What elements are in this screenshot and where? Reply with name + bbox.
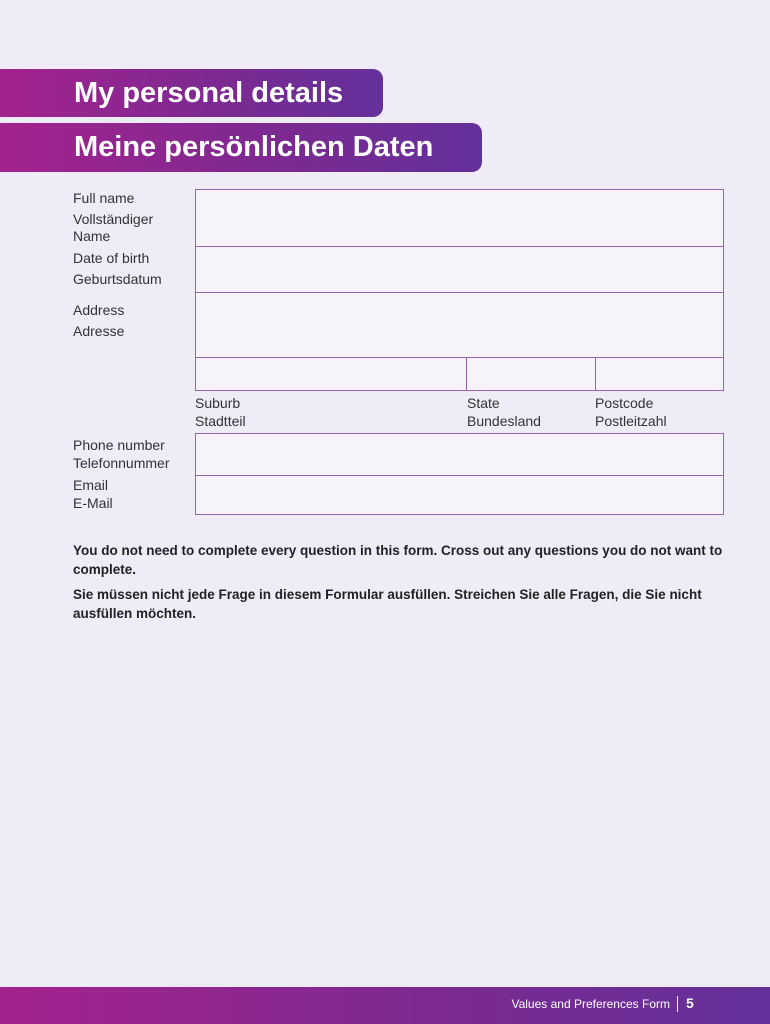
full-name-label-en: Full name xyxy=(73,190,135,206)
address-label-de: Adresse xyxy=(73,323,125,339)
page-title-english: My personal details xyxy=(74,76,344,109)
full-name-label-de-line2: Name xyxy=(73,228,111,244)
footer-separator xyxy=(677,996,678,1012)
postcode-field[interactable] xyxy=(596,358,723,390)
state-label-en: State xyxy=(467,395,500,411)
postcode-label-de: Postleitzahl xyxy=(595,413,667,429)
page-footer xyxy=(0,987,770,1024)
state-field[interactable] xyxy=(467,358,595,390)
phone-label-en: Phone number xyxy=(73,437,165,453)
date-of-birth-field[interactable] xyxy=(196,247,723,292)
suburb-label-en: Suburb xyxy=(195,395,241,411)
address-field[interactable] xyxy=(196,293,723,357)
notice-english: You do not need to complete every question in this form. Cross out any questions you do not want to complete. xyxy=(73,543,723,577)
email-label-de: E-Mail xyxy=(73,495,113,511)
page-title-german: Meine persönlichen Daten xyxy=(74,131,434,163)
page-number: 5 xyxy=(686,995,694,1011)
footer-form-name: Values and Preferences Form xyxy=(511,997,670,1011)
phone-label-de: Telefonnummer xyxy=(73,455,170,471)
address-label-en: Address xyxy=(73,302,125,318)
title-banner-german xyxy=(0,123,482,172)
email-field[interactable] xyxy=(196,476,723,514)
full-name-field[interactable] xyxy=(196,190,723,246)
postcode-label-en: Postcode xyxy=(595,395,654,411)
full-name-label-de-line1: Vollständiger xyxy=(73,211,154,227)
title-banner-english xyxy=(0,69,383,117)
notice-german: Sie müssen nicht jede Frage in diesem Formular ausfüllen. Streichen Sie alle Fragen, die Sie nicht ausfüllen möchten. xyxy=(73,587,702,621)
dob-label-en: Date of birth xyxy=(73,250,150,266)
phone-number-field[interactable] xyxy=(196,434,723,475)
suburb-label-de: Stadtteil xyxy=(195,413,246,429)
state-label-de: Bundesland xyxy=(467,413,541,429)
dob-label-de: Geburtsdatum xyxy=(73,271,162,287)
email-label-en: Email xyxy=(73,477,109,493)
suburb-field[interactable] xyxy=(196,358,466,390)
